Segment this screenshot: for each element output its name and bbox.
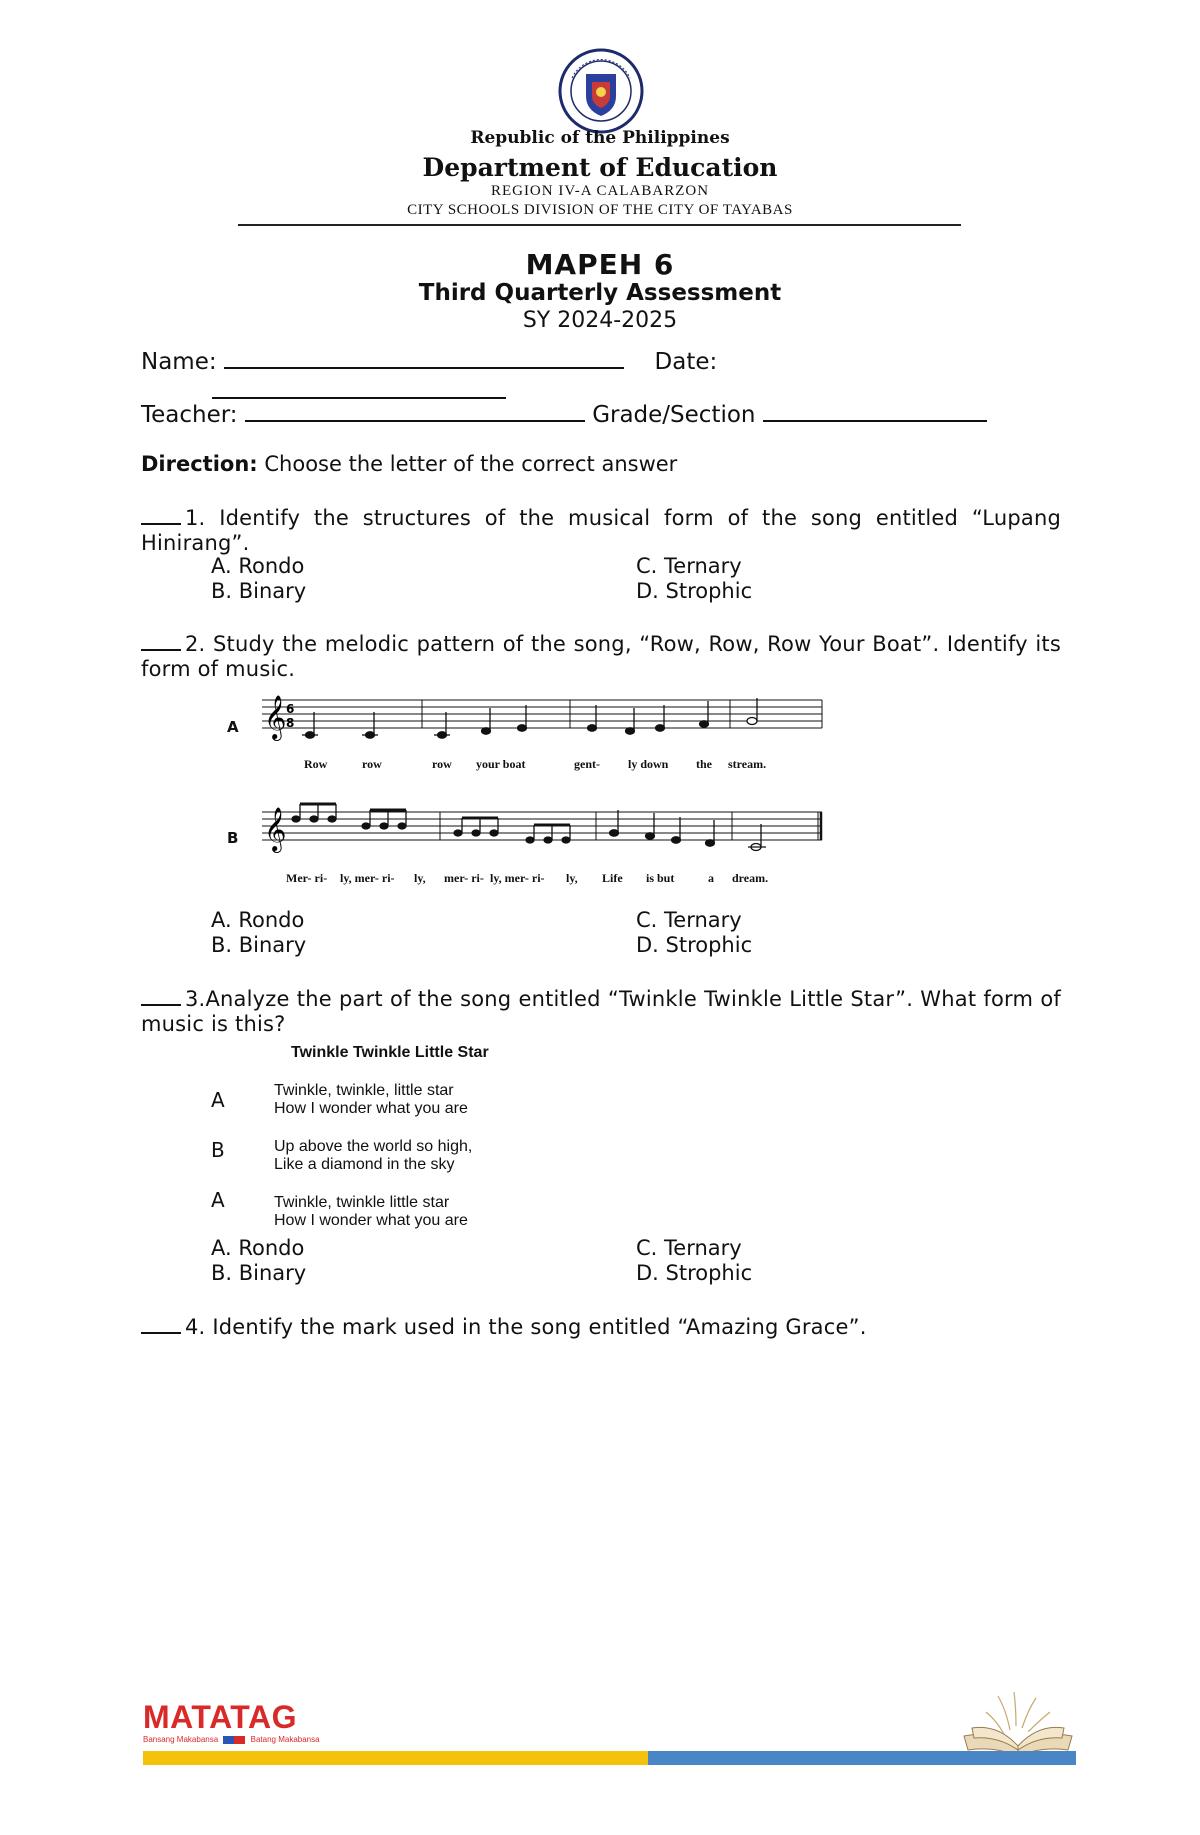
question-2-number: 2.: [185, 632, 206, 656]
answer-blank-3[interactable]: [141, 984, 181, 1006]
direction: [141, 452, 677, 476]
lyric: mer- ri-: [444, 871, 484, 885]
treble-clef-icon: 𝄞: [264, 807, 287, 851]
q3-option-b[interactable]: B. Binary: [211, 1261, 307, 1285]
lyric: Row: [304, 757, 328, 771]
q3-option-d[interactable]: D. Strophic: [636, 1261, 753, 1285]
twinkle-part-b-line2: Like a diamond in the sky: [274, 1156, 455, 1173]
q1-option-a[interactable]: A. Rondo: [211, 554, 305, 578]
grade-field[interactable]: [763, 400, 987, 422]
lyric: Life: [602, 871, 623, 885]
footer-bar-yellow: [143, 1751, 648, 1765]
lyric: Mer- ri-: [286, 871, 328, 885]
twinkle-part-a2-label: A: [211, 1188, 225, 1212]
school-year: SY 2024-2025: [522, 308, 678, 333]
lyric: row: [432, 757, 452, 771]
q2-option-a[interactable]: A. Rondo: [211, 908, 305, 932]
staff-b-label: B: [227, 829, 239, 847]
lyric: ly, mer- ri-: [340, 871, 395, 885]
q2-option-c[interactable]: C. Ternary: [636, 908, 742, 932]
twinkle-part-a1-label: A: [211, 1088, 225, 1112]
staff-a-lyrics: [262, 757, 822, 773]
question-4-text: Identify the mark used in the song entitled “Amazing Grace”.: [212, 1315, 867, 1339]
staff-a-label: A: [227, 718, 239, 736]
q1-option-c[interactable]: C. Ternary: [636, 554, 742, 578]
department-text: Department of Education: [422, 153, 778, 182]
teacher-field[interactable]: [245, 400, 585, 422]
question-3-text: Analyze the part of the song entitled “Twinkle Twinkle Little Star”. What form of music is this?: [141, 987, 1061, 1036]
answer-blank-2[interactable]: [141, 629, 181, 651]
staff-a: [262, 688, 824, 748]
assessment-title: Third Quarterly Assessment: [418, 280, 782, 306]
q3-option-a[interactable]: A. Rondo: [211, 1236, 305, 1260]
direction-text: Choose the letter of the correct answer: [264, 452, 678, 476]
question-3: [141, 984, 1061, 1037]
open-book-icon: [958, 1690, 1078, 1760]
lyric: is but: [646, 871, 675, 885]
treble-clef-icon: 𝄞: [264, 695, 287, 739]
subject-title: MAPEH 6: [525, 248, 675, 281]
footer-bar-blue: [648, 1751, 1076, 1765]
republic-text: Republic of the Philippines: [470, 128, 730, 148]
svg-text:8: 8: [286, 716, 295, 730]
lyric: ly,: [414, 871, 426, 885]
lyric: dream.: [732, 871, 769, 885]
q2-option-d[interactable]: D. Strophic: [636, 933, 753, 957]
twinkle-part-a1-line1: Twinkle, twinkle, little star: [274, 1082, 454, 1099]
header-divider: [238, 224, 961, 226]
lyric: row: [362, 757, 382, 771]
question-2: [141, 629, 1061, 682]
question-1: [141, 503, 1061, 556]
matatag-tagline-left: Bansang Makabansa: [143, 1735, 219, 1744]
question-4-number: 4.: [185, 1315, 206, 1339]
question-2-text: Study the melodic pattern of the song, “Row, Row, Row Your Boat”. Identify its form of music.: [141, 632, 1061, 681]
lyric: the: [696, 757, 712, 771]
lyric: ly, mer- ri-: [490, 871, 545, 885]
twinkle-part-b-label: B: [211, 1138, 225, 1162]
division-text: CITY SCHOOLS DIVISION OF THE CITY OF TAYABAS: [407, 202, 793, 218]
name-field[interactable]: [224, 347, 624, 369]
deped-seal: [558, 48, 644, 134]
twinkle-part-b-line1: Up above the world so high,: [274, 1138, 473, 1155]
lyric: ly,: [566, 871, 578, 885]
q1-option-b[interactable]: B. Binary: [211, 579, 307, 603]
twinkle-part-a2-line1: Twinkle, twinkle little star: [274, 1194, 450, 1211]
date-label: Date:: [654, 349, 718, 375]
lyric: a: [708, 871, 714, 885]
question-3-number: 3.: [185, 987, 206, 1011]
lyric: ly down: [628, 757, 669, 771]
answer-blank-4[interactable]: [141, 1312, 181, 1334]
flag-icon: [223, 1736, 245, 1744]
twinkle-part-a1-line2: How I wonder what you are: [274, 1100, 468, 1117]
date-field[interactable]: [212, 377, 506, 399]
staff-b-lyrics: [262, 871, 822, 887]
twinkle-title: Twinkle Twinkle Little Star: [291, 1044, 489, 1061]
lyric: stream.: [728, 757, 767, 771]
name-row: [141, 347, 1101, 375]
question-1-text: Identify the structures of the musical form of the song entitled “Lupang Hinirang”.: [141, 506, 1061, 555]
question-1-number: 1.: [185, 506, 206, 530]
q1-option-d[interactable]: D. Strophic: [636, 579, 753, 603]
twinkle-part-a2-line2: How I wonder what you are: [274, 1212, 468, 1229]
matatag-tagline-right: Batang Makabansa: [250, 1735, 320, 1744]
teacher-row: [141, 400, 1101, 428]
svg-text:6: 6: [286, 702, 295, 716]
lyric: gent-: [574, 757, 600, 771]
answer-blank-1[interactable]: [141, 503, 181, 525]
q2-option-b[interactable]: B. Binary: [211, 933, 307, 957]
teacher-label: Teacher:: [141, 402, 238, 428]
matatag-logo: [143, 1700, 343, 1750]
name-label: Name:: [141, 349, 217, 375]
grade-label: Grade/Section: [592, 402, 756, 428]
q3-option-c[interactable]: C. Ternary: [636, 1236, 742, 1260]
staff-b: [262, 800, 824, 860]
region-text: REGION IV-A CALABARZON: [490, 183, 710, 199]
direction-label: Direction:: [141, 452, 258, 476]
matatag-brand: MATATAG: [143, 1699, 297, 1735]
question-4: [141, 1312, 1061, 1339]
lyric: your boat: [476, 757, 526, 771]
